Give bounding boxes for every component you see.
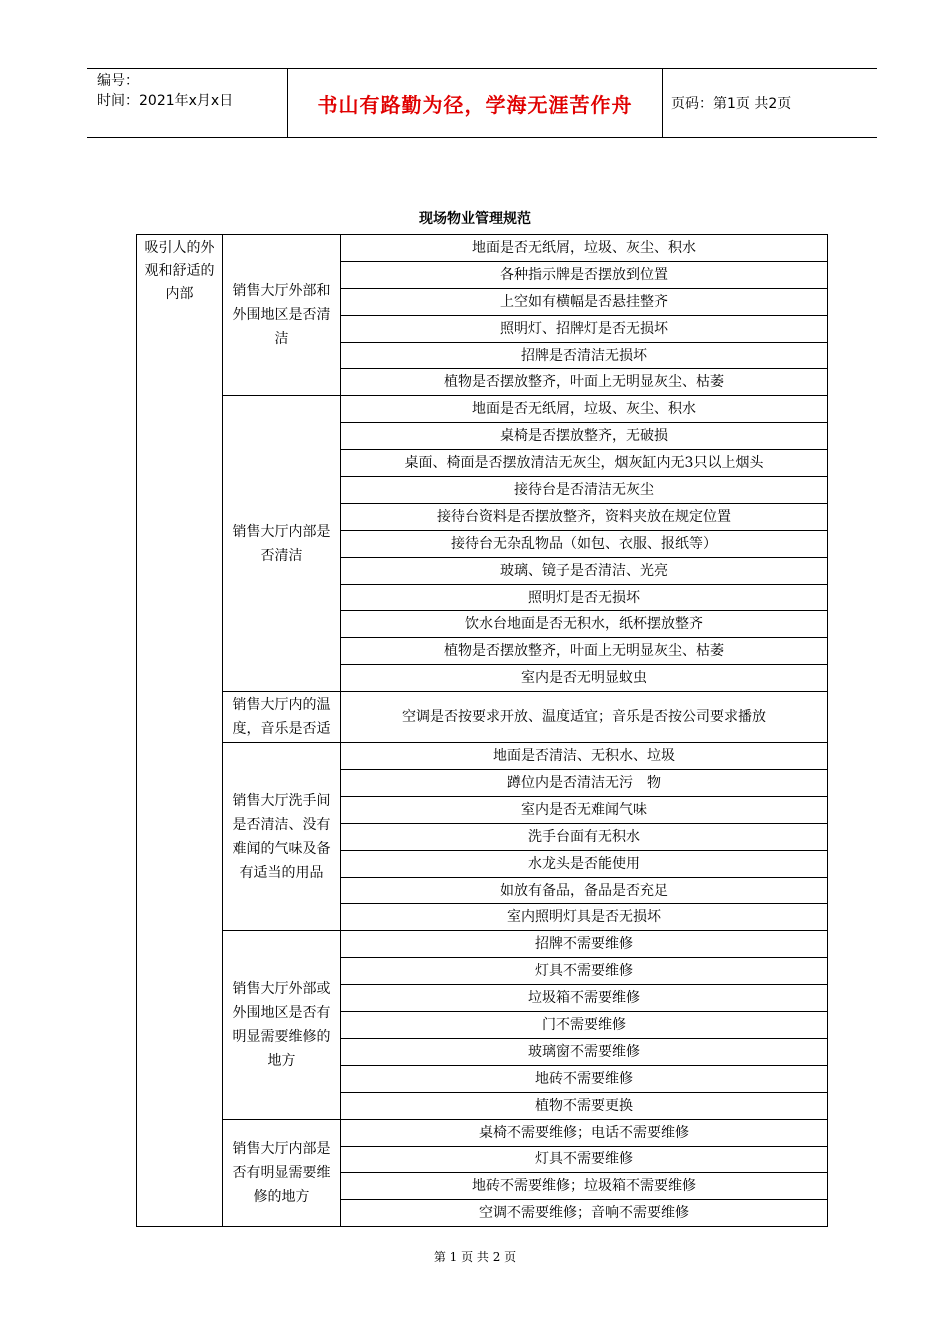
check-item-cell: 地砖不需要维修；垃圾箱不需要维修 xyxy=(341,1173,828,1200)
check-item-cell: 植物不需要更换 xyxy=(341,1092,828,1119)
check-item-cell: 招牌是否清洁无损坏 xyxy=(341,342,828,369)
table-row xyxy=(137,1119,828,1146)
check-item-cell: 室内是否无难闻气味 xyxy=(341,796,828,823)
check-item-cell: 蹲位内是否清洁无污 物 xyxy=(341,770,828,797)
check-item-cell: 如放有备品，备品是否充足 xyxy=(341,877,828,904)
check-item-cell: 接待台无杂乱物品（如包、衣服、报纸等） xyxy=(341,530,828,557)
check-item-cell: 接待台是否清洁无灰尘 xyxy=(341,477,828,504)
document-title: 现场物业管理规范 xyxy=(419,211,531,227)
category-cell: 销售大厅内的温度，音乐是否适 xyxy=(223,692,341,743)
table-row xyxy=(137,931,828,958)
check-item-cell: 招牌不需要维修 xyxy=(341,931,828,958)
check-item-cell: 玻璃窗不需要维修 xyxy=(341,1038,828,1065)
check-item-cell: 空调是否按要求开放、温度适宜；音乐是否按公司要求播放 xyxy=(341,692,828,743)
check-item-cell: 照明灯是否无损坏 xyxy=(341,584,828,611)
table-row xyxy=(137,235,828,262)
check-item-cell: 饮水台地面是否无积水，纸杯摆放整齐 xyxy=(341,611,828,638)
check-item-cell: 桌面、椅面是否摆放清洁无灰尘，烟灰缸内无3只以上烟头 xyxy=(341,450,828,477)
check-item-cell: 上空如有横幅是否悬挂整齐 xyxy=(341,288,828,315)
category-cell: 销售大厅内部是否有明显需要维修的地方 xyxy=(223,1119,341,1227)
check-item-cell: 室内照明灯具是否无损坏 xyxy=(341,904,828,931)
check-item-cell: 地砖不需要维修 xyxy=(341,1065,828,1092)
check-item-cell: 照明灯、招牌灯是否无损坏 xyxy=(341,315,828,342)
header-page-info: 页码：第1页 共2页 xyxy=(671,96,792,112)
check-item-cell: 室内是否无明显蚊虫 xyxy=(341,665,828,692)
table-row xyxy=(137,692,828,743)
table-row xyxy=(137,396,828,423)
check-item-cell: 空调不需要维修；音响不需要维修 xyxy=(341,1200,828,1227)
check-item-cell: 灯具不需要维修 xyxy=(341,1146,828,1173)
table-row xyxy=(137,743,828,770)
check-item-cell: 垃圾箱不需要维修 xyxy=(341,985,828,1012)
category-cell: 销售大厅内部是否清洁 xyxy=(223,396,341,692)
check-item-cell: 玻璃、镜子是否清洁、光亮 xyxy=(341,557,828,584)
check-item-cell: 植物是否摆放整齐，叶面上无明显灰尘、枯萎 xyxy=(341,638,828,665)
check-item-cell: 接待台资料是否摆放整齐，资料夹放在规定位置 xyxy=(341,503,828,530)
check-item-cell: 地面是否清洁、无积水、垃圾 xyxy=(341,743,828,770)
page-footer: 第 1 页 共 2 页 xyxy=(433,1250,517,1264)
check-item-cell: 植物是否摆放整齐，叶面上无明显灰尘、枯萎 xyxy=(341,369,828,396)
check-item-cell: 门不需要维修 xyxy=(341,1012,828,1039)
check-item-cell: 水龙头是否能使用 xyxy=(341,850,828,877)
check-item-cell: 洗手台面有无积水 xyxy=(341,823,828,850)
header-meta xyxy=(87,69,287,137)
check-item-cell: 地面是否无纸屑，垃圾、灰尘、积水 xyxy=(341,235,828,262)
header-motto: 书山有路勤为径，学海无涯苦作舟 xyxy=(287,69,663,137)
check-item-cell: 桌椅不需要维修；电话不需要维修 xyxy=(341,1119,828,1146)
check-item-cell: 灯具不需要维修 xyxy=(341,958,828,985)
category-cell: 销售大厅洗手间是否清洁、没有难闻的气味及备有适当的用品 xyxy=(223,743,341,931)
check-item-cell: 各种指示牌是否摆放到位置 xyxy=(341,261,828,288)
document-time: 时间：2021年x月x日 xyxy=(97,93,234,109)
check-item-cell: 地面是否无纸屑，垃圾、灰尘、积水 xyxy=(341,396,828,423)
check-item-cell: 桌椅是否摆放整齐，无破损 xyxy=(341,423,828,450)
document-number-label: 编号： xyxy=(97,73,139,89)
section-cell: 吸引人的外观和舒适的内部 xyxy=(137,235,223,1227)
inspection-table xyxy=(136,234,828,1227)
page-header xyxy=(87,68,877,138)
category-cell: 销售大厅外部和外围地区是否清洁 xyxy=(223,235,341,396)
category-cell: 销售大厅外部或外围地区是否有明显需要维修的地方 xyxy=(223,931,341,1119)
